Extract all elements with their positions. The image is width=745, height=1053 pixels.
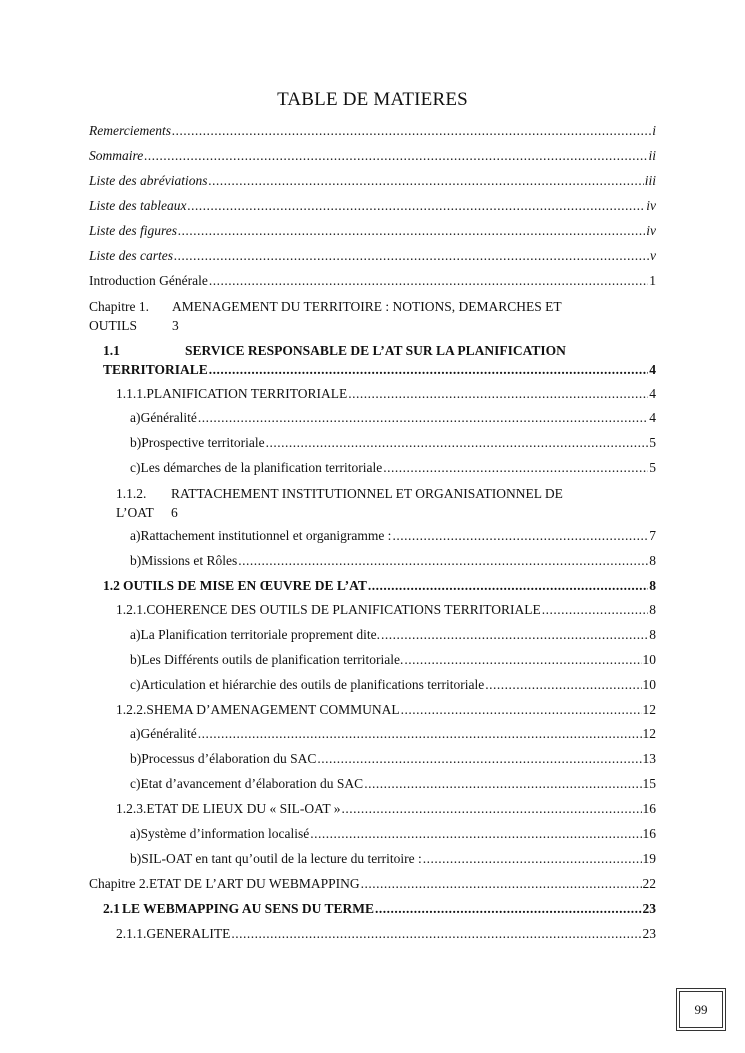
toc-entry[interactable] xyxy=(130,552,656,570)
toc-page: 10 xyxy=(642,677,656,692)
toc-label-continuation: TERRITORIALE xyxy=(103,362,208,377)
toc-label: SHEMA D’AMENAGEMENT COMMUNAL xyxy=(146,702,400,717)
toc-number: b) xyxy=(130,652,142,667)
toc-entry[interactable] xyxy=(130,626,656,644)
toc-page: 7 xyxy=(649,528,656,543)
toc-number: a) xyxy=(130,528,141,543)
toc-label: SIL-OAT en tant qu’outil de la lecture du territoire : xyxy=(141,851,422,866)
toc-entry[interactable] xyxy=(89,197,656,215)
toc-number: b) xyxy=(130,851,142,866)
toc-entry[interactable] xyxy=(116,925,656,943)
toc-entry[interactable] xyxy=(89,247,656,265)
toc-label: Missions et Rôles xyxy=(141,553,238,568)
toc-page: 23 xyxy=(642,901,656,916)
toc-number: c) xyxy=(130,677,141,692)
toc-leader xyxy=(174,247,649,265)
toc-entry[interactable] xyxy=(89,147,656,165)
toc-label-continuation: OUTILS xyxy=(89,318,137,333)
toc-entry[interactable] xyxy=(130,409,656,427)
toc-label: Sommaire xyxy=(89,148,144,163)
toc-chapter-entry[interactable] xyxy=(89,297,656,335)
toc-page: iv xyxy=(646,223,656,238)
toc-page: 4 xyxy=(649,362,656,377)
toc-label-continuation: L’OAT xyxy=(116,505,154,520)
toc-number: 1.2.2. xyxy=(116,702,147,717)
toc-number: c) xyxy=(130,460,141,475)
toc-label: Remerciements xyxy=(89,123,171,138)
toc-label: OUTILS DE MISE EN ŒUVRE DE L’AT xyxy=(123,578,367,593)
toc-page: 12 xyxy=(642,726,656,741)
toc-page: 16 xyxy=(642,801,656,816)
toc-label: Liste des abréviations xyxy=(89,173,208,188)
toc-number: b) xyxy=(130,751,142,766)
toc-label: Système d’information localisé xyxy=(140,826,310,841)
toc-entry[interactable] xyxy=(103,900,656,918)
toc-page: iv xyxy=(646,198,656,213)
toc-leader xyxy=(266,434,649,452)
toc-leader xyxy=(404,651,641,669)
toc-number: 1.2.1. xyxy=(116,602,147,617)
toc-leader xyxy=(310,825,641,843)
toc-label: Processus d’élaboration du SAC xyxy=(141,751,317,766)
toc-entry[interactable] xyxy=(130,775,656,793)
toc-page: ii xyxy=(648,148,656,163)
toc-leader xyxy=(209,172,644,190)
toc-leader xyxy=(401,701,642,719)
toc-number: Chapitre 2. xyxy=(89,876,149,891)
toc-label: COHERENCE DES OUTILS DE PLANIFICATIONS TERRITORIALE xyxy=(146,602,541,617)
toc-label: Les démarches de la planification territoriale xyxy=(140,460,383,475)
toc-page: 10 xyxy=(642,652,656,667)
toc-leader xyxy=(392,527,648,545)
toc-label: Généralité xyxy=(140,410,197,425)
toc-leader xyxy=(383,459,648,477)
toc-leader xyxy=(172,122,651,140)
toc-leader xyxy=(423,850,642,868)
toc-entry[interactable] xyxy=(89,222,656,240)
toc-leader xyxy=(381,626,648,644)
toc-entry[interactable] xyxy=(89,172,656,190)
toc-entry[interactable] xyxy=(116,800,656,818)
toc-subsection-entry[interactable] xyxy=(116,484,656,522)
toc-label: PLANIFICATION TERRITORIALE xyxy=(146,386,348,401)
toc-entry[interactable] xyxy=(116,385,656,403)
toc-page: 19 xyxy=(642,851,656,866)
toc-number: b) xyxy=(130,435,142,450)
toc-leader xyxy=(348,385,648,403)
toc-page: 16 xyxy=(642,826,656,841)
toc-page: 5 xyxy=(649,460,656,475)
toc-label: Liste des cartes xyxy=(89,248,173,263)
toc-number: a) xyxy=(130,726,141,741)
toc-label: Les Différents outils de planification territoriale. xyxy=(141,652,404,667)
toc-entry[interactable] xyxy=(89,272,656,290)
toc-page: 8 xyxy=(649,602,656,617)
toc-number: 1.2.3. xyxy=(116,801,147,816)
toc-number: Chapitre 1. xyxy=(89,299,149,314)
toc-page: i xyxy=(652,123,656,138)
toc-page: 12 xyxy=(642,702,656,717)
toc-number: 2.1 xyxy=(103,901,120,916)
toc-leader xyxy=(231,925,641,943)
toc-page: iii xyxy=(644,173,656,188)
toc-label: LE WEBMAPPING AU SENS DU TERME xyxy=(122,901,374,916)
toc-number: 2.1.1. xyxy=(116,926,147,941)
toc-entry[interactable] xyxy=(130,676,656,694)
toc-leader xyxy=(209,272,648,290)
toc-entry[interactable] xyxy=(130,651,656,669)
toc-leader xyxy=(364,775,641,793)
toc-number: 1.1.1. xyxy=(116,386,147,401)
toc-leader xyxy=(368,577,648,595)
toc-label: Rattachement institutionnel et organigramme : xyxy=(140,528,392,543)
toc-leader xyxy=(144,147,647,165)
toc-entry[interactable] xyxy=(130,434,656,452)
toc-label: GENERALITE xyxy=(146,926,231,941)
toc-label: Articulation et hiérarchie des outils de planifications territoriale xyxy=(140,677,485,692)
toc-entry[interactable] xyxy=(130,725,656,743)
toc-page: 23 xyxy=(642,926,656,941)
toc-page: 8 xyxy=(649,627,656,642)
toc-leader xyxy=(361,875,642,893)
toc-leader xyxy=(198,725,642,743)
toc-label: Généralité xyxy=(140,726,197,741)
toc-entry[interactable] xyxy=(130,750,656,768)
toc-label: SERVICE RESPONSABLE DE L’AT SUR LA PLANIFICATION xyxy=(185,343,566,358)
toc-section-entry[interactable] xyxy=(103,341,656,379)
toc-label: Prospective territoriale xyxy=(141,435,265,450)
page-number-box xyxy=(679,991,723,1028)
toc-leader xyxy=(317,750,641,768)
toc-leader xyxy=(188,197,646,215)
toc-leader xyxy=(375,900,642,918)
toc-leader xyxy=(238,552,648,570)
toc-entry[interactable] xyxy=(130,850,656,868)
toc-number: a) xyxy=(130,410,141,425)
toc-leader xyxy=(198,409,648,427)
toc-number: 1.1 xyxy=(103,343,120,358)
toc-leader xyxy=(485,676,641,694)
toc-page: 5 xyxy=(649,435,656,450)
toc-page: v xyxy=(650,248,656,263)
toc-leader xyxy=(209,360,648,379)
toc-label: Liste des figures xyxy=(89,223,178,238)
toc-entry[interactable] xyxy=(116,701,656,719)
toc-entry[interactable] xyxy=(116,601,656,619)
toc-number: 1.2 xyxy=(103,578,120,593)
toc-entry[interactable] xyxy=(130,527,656,545)
toc-label: Liste des tableaux xyxy=(89,198,187,213)
toc-entry[interactable] xyxy=(89,122,656,140)
toc-number: b) xyxy=(130,553,142,568)
toc-entry[interactable] xyxy=(89,875,656,893)
page-title: TABLE DE MATIERES xyxy=(277,89,468,110)
toc-label: RATTACHEMENT INSTITUTIONNEL ET ORGANISATIONNEL DE xyxy=(171,486,563,501)
toc-label: ETAT DE LIEUX DU « SIL-OAT » xyxy=(146,801,341,816)
toc-page: 3 xyxy=(172,318,179,333)
toc-page: 1 xyxy=(649,273,656,288)
toc-number: a) xyxy=(130,826,141,841)
toc-label: La Planification territoriale proprement dite. xyxy=(140,627,381,642)
toc-page: 8 xyxy=(649,578,656,593)
toc-label: ETAT DE L’ART DU WEBMAPPING xyxy=(149,876,360,891)
toc-entry[interactable] xyxy=(130,825,656,843)
toc-page: 22 xyxy=(642,876,656,891)
toc-label: Etat d’avancement d’élaboration du SAC xyxy=(140,776,364,791)
toc-number: a) xyxy=(130,627,141,642)
toc-page: 8 xyxy=(649,553,656,568)
toc-page: 15 xyxy=(642,776,656,791)
toc-page: 4 xyxy=(649,386,656,401)
toc-label: AMENAGEMENT DU TERRITOIRE : NOTIONS, DEMARCHES ET xyxy=(172,299,562,314)
toc-number: 1.1.2. xyxy=(116,486,147,501)
toc-entry[interactable] xyxy=(103,577,656,595)
toc-label: Introduction Générale xyxy=(89,273,208,288)
toc-leader xyxy=(178,222,645,240)
toc-page: 6 xyxy=(171,505,178,520)
toc-leader xyxy=(542,601,649,619)
toc-page: 4 xyxy=(649,410,656,425)
toc-entry[interactable] xyxy=(130,459,656,477)
toc-page: 13 xyxy=(642,751,656,766)
toc-number: c) xyxy=(130,776,141,791)
toc-leader xyxy=(342,800,642,818)
page-number: 99 xyxy=(694,1001,708,1017)
